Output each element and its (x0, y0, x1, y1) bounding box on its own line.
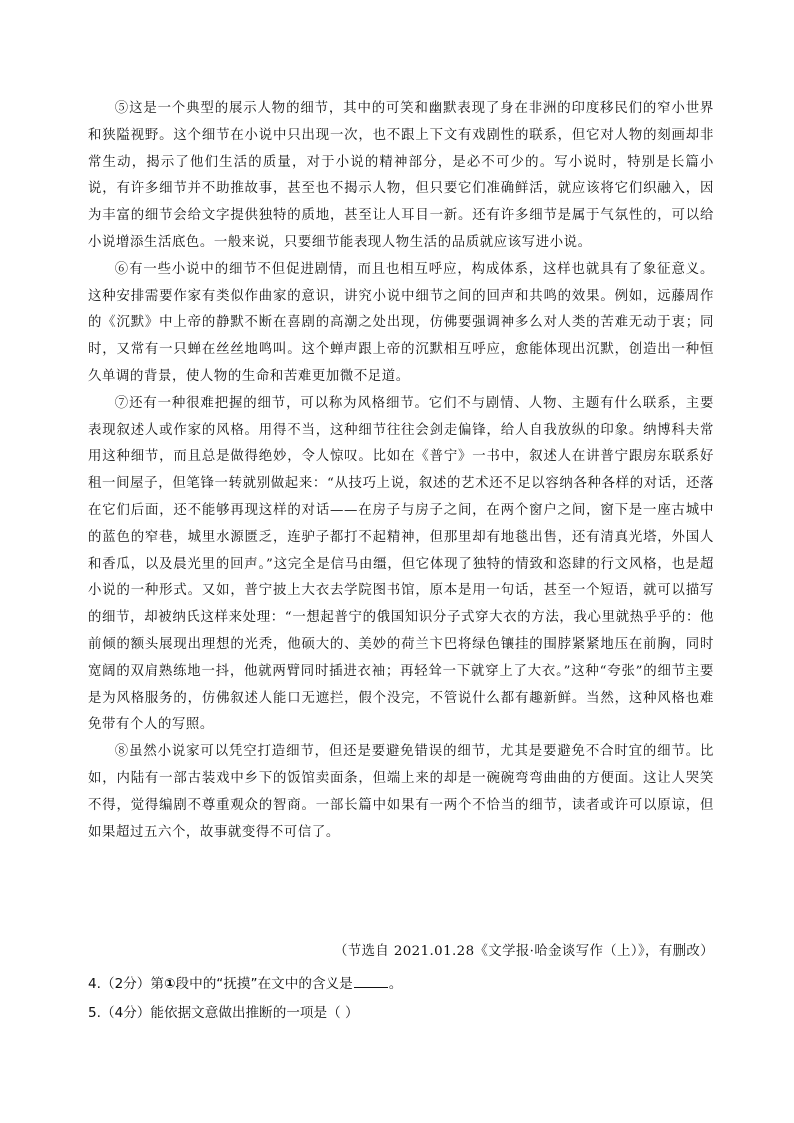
question-5: 5.（4分）能依据文意做出推断的一项是（ ） (88, 1005, 359, 1021)
question-4-paragraph-mark: ① (164, 976, 176, 992)
answer-blank[interactable] (354, 973, 388, 988)
reading-passage (88, 96, 714, 846)
question-4-text: 段中的“抚摸”在文中的含义是 (175, 976, 353, 992)
paragraph-6: ⑥有一些小说中的细节不但促进剧情，而且也相互呼应，构成体系，这样也就具有了象征意义。这种安排需要作家有类似作曲家的意识，讲究小说中细节之间的回声和共鸣的效果。例如，远藤周作的《沉默》中上帝的静默不断在喜剧的高潮之处出现，仿佛要强调神多么对人类的苦难无动于衷；同时，又常有一只蝉在丝丝地鸣叫。这个蝉声跟上帝的沉默相互呼应，愈能体现出沉默，创造出一种恒久单调的背景，使人物的生命和苦难更加微不足道。 (88, 261, 714, 384)
source-citation: （节选自 2021.01.28《文学报·哈金谈写作（上）》，有删改） (334, 944, 714, 959)
question-4-suffix: 。 (388, 976, 403, 992)
question-4 (88, 971, 402, 997)
paragraph-7: ⑦还有一种很难把握的细节，可以称为风格细节。它们不与剧情、人物、主题有什么联系，主要表现叙述人或作家的风格。用得不当，这种细节往往会剑走偏锋，给人自我放纵的印象。纳博科夫常用这种细节，而且总是做得绝妙，令人惊叹。比如在《普宁》一书中，叙述人在讲普宁跟房东联系好租一间屋子，但笔锋一转就别做起来：“从技巧上说，叙述的艺术还不足以容纳各种各样的对话，还落在它们后面，还不能够再现这样的对话——在房子与房子之间，在两个窗户之间，窗下是一座古城中的蓝色的窄巷，城里水源匮乏，连驴子都打不起精神，但那里却有地毯出售，还有清真光塔，外国人和香瓜，以及晨光里的回声。”这完全是信马由缰，但它体现了独特的情致和恣肆的行文风格，也是超小说的一种形式。又如，普宁披上大衣去学院图书馆，原本是用一句话，甚至一个短语，就可以描写的细节，却被纳氏这样来处理：“一想起普宁的俄国知识分子式穿大衣的方法，我心里就热乎乎的：他前倾的额头展现出理想的光秃，他硕大的、美妙的荷兰卞巴将绿色镶挂的围脖紧紧地压在前胸，同时宽阔的双肩熟练地一抖，他就两臂同时插进衣袖；再轻耸一下就穿上了大衣。”这种“夸张”的细节主要是为风格服务的，仿佛叙述人能口无遮拦，假个没完，不管说什么都有趣新鲜。当然，这种风格也难免带有个人的写照。 (88, 395, 714, 733)
question-4-prefix: 4.（2分）第 (88, 976, 164, 992)
paragraph-8: ⑧虽然小说家可以凭空打造细节，但还是要避免错误的细节，尤其是要避免不合时宜的细节。比如，内陆有一部古装戏中乡下的饭馆卖面条，但端上来的却是一碗碗弯弯曲曲的方便面。这让人哭笑不得，觉得编剧不尊重观众的智商。一部长篇中如果有一两个不恰当的细节，读者或许可以原谅，但如果超过五六个，故事就变得不可信了。 (88, 744, 714, 840)
paragraph-5: ⑤这是一个典型的展示人物的细节，其中的可笑和幽默表现了身在非洲的印度移民们的窄小世界和狭隘视野。这个细节在小说中只出现一次，也不跟上下文有戏剧性的联系，但它对人物的刻画却非常生动，揭示了他们生活的质量，对于小说的精神部分，是必不可少的。写小说时，特别是长篇小说，有许多细节并不助推故事，甚至也不揭示人物，但只要它们准确鲜活，就应该将它们织融入，因为丰富的细节会给文字提供独特的质地，甚至让人耳目一新。还有许多细节是属于气氛性的，可以给小说增添生活底色。一般来说，只要细节能表现人物生活的品质就应该写进小说。 (88, 101, 714, 250)
